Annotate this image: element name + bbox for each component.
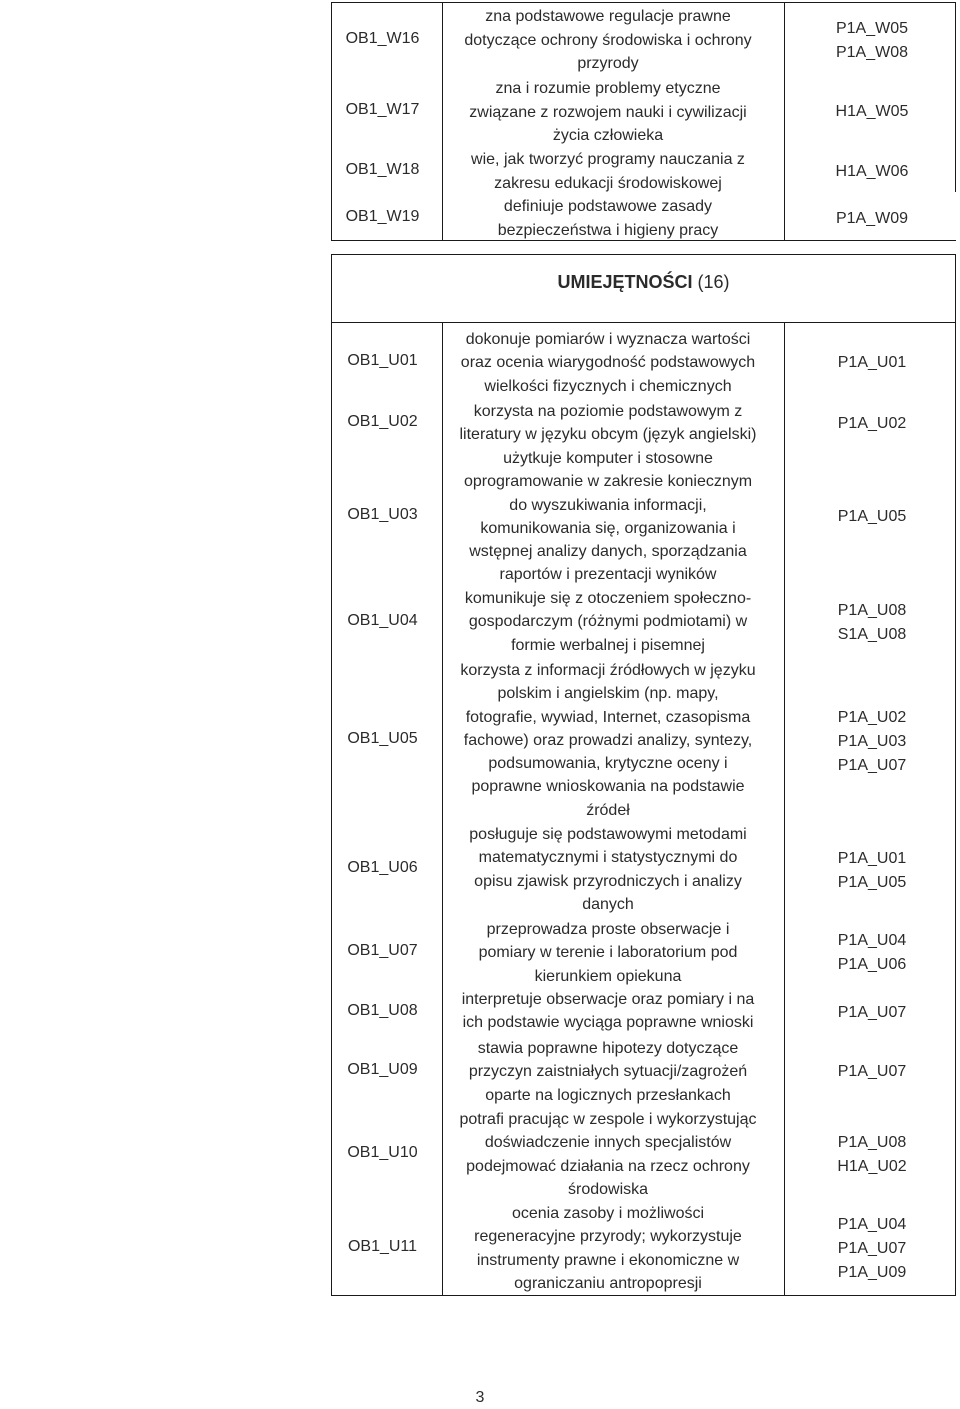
description-line: zna podstawowe regulacje prawne <box>485 8 731 25</box>
outcome-code: OB1_W16 <box>345 30 420 47</box>
outcome-description <box>438 587 778 657</box>
description-line: fotografie, wywiad, Internet, czasopisma <box>465 708 751 726</box>
description-line: polskim i angielskim (np. mapy, <box>497 685 719 703</box>
outcome-code: OB1_W19 <box>345 208 420 225</box>
reference-codes <box>788 412 956 436</box>
outcome-description <box>438 1037 778 1107</box>
description-line: danych <box>582 895 634 913</box>
reference-codes <box>788 207 956 231</box>
outcome-description <box>438 400 778 447</box>
description-line: środowiska <box>567 1180 649 1198</box>
outcome-description <box>438 148 778 195</box>
description-line: pomiary w terenie i laboratorium pod <box>478 944 738 962</box>
reference-code: P1A_U01 <box>837 354 907 371</box>
reference-codes <box>788 1060 956 1084</box>
table-rule-col2 <box>784 2 785 241</box>
outcome-code: OB1_U08 <box>347 1002 418 1019</box>
table-rule-top <box>331 2 956 3</box>
description-line: zna i rozumie problemy etyczne <box>495 80 721 97</box>
description-line: dotyczące ochrony środowiska i ochrony <box>464 31 752 49</box>
reference-code: H1A_W06 <box>835 163 909 180</box>
outcome-code: OB1_U03 <box>347 506 418 523</box>
description-line: korzysta na poziomie podstawowym z <box>473 403 743 420</box>
reference-codes <box>788 100 956 124</box>
reference-codes <box>788 599 956 647</box>
description-line: gospodarczym (różnymi podmiotami) w <box>468 613 748 631</box>
reference-codes <box>788 17 956 65</box>
outcome-code: OB1_U05 <box>347 730 418 747</box>
table-rule <box>331 254 956 255</box>
reference-code: P1A_U06 <box>837 956 907 973</box>
outcome-description <box>438 328 778 398</box>
reference-code: P1A_U08 <box>837 602 907 619</box>
description-line: matematycznymi i statystycznymi do <box>478 849 738 867</box>
outcome-code: OB1_U10 <box>347 1144 418 1161</box>
description-line: wielkości fizycznych i chemicznych <box>484 377 732 395</box>
outcome-code: OB1_U01 <box>347 352 418 369</box>
section-title-count: (16) <box>692 272 730 292</box>
description-line: zakresu edukacji środowiskowej <box>494 174 722 192</box>
description-line: posługuje się podstawowymi metodami <box>469 826 747 843</box>
reference-code: P1A_U04 <box>837 1216 907 1233</box>
description-line: potrafi pracując w zespole i wykorzystując <box>459 1111 757 1128</box>
outcome-code: OB1_W17 <box>345 101 420 118</box>
reference-codes <box>788 847 956 895</box>
outcome-code: OB1_U02 <box>347 413 418 430</box>
description-line: ograniczaniu antropopresji <box>514 1274 702 1292</box>
section-title-bold: UMIEJĘTNOŚCI <box>557 272 693 292</box>
reference-codes <box>788 706 956 778</box>
reference-code: P1A_U01 <box>837 850 907 867</box>
description-line: ocenia zasoby i możliwości <box>511 1205 705 1222</box>
description-line: komunikuje się z otoczeniem społeczno- <box>464 590 752 607</box>
description-line: podsumowania, krytyczne oceny i <box>488 755 728 773</box>
reference-codes <box>788 505 956 529</box>
description-line: doświadczenie innych specjalistów <box>484 1134 732 1152</box>
reference-codes <box>788 351 956 375</box>
reference-code: P1A_U07 <box>837 1240 907 1257</box>
reference-code: P1A_U02 <box>837 709 907 726</box>
description-line: instrumenty prawne i ekonomiczne w <box>476 1251 740 1269</box>
description-line: użytkuje komputer i stosowne <box>503 450 713 467</box>
description-line: dokonuje pomiarów i wyznacza wartości <box>465 331 751 348</box>
reference-codes <box>788 1001 956 1025</box>
reference-code: P1A_U07 <box>837 757 907 774</box>
description-line: korzysta z informacji źródłowych w języku <box>460 662 756 679</box>
reference-code: P1A_U09 <box>837 1264 907 1281</box>
description-line: oparte na logicznych przesłankach <box>485 1086 731 1104</box>
outcome-description <box>438 447 778 587</box>
description-line: definiuje podstawowe zasady <box>503 198 713 215</box>
reference-code: P1A_U02 <box>837 415 907 432</box>
description-line: stawia poprawne hipotezy dotyczące <box>477 1040 739 1057</box>
description-line: literatury w języku obcym (język angielski) <box>459 426 757 444</box>
outcome-description <box>438 823 778 916</box>
description-line: przeprowadza proste obserwacje i <box>486 921 730 938</box>
description-line: przyrody <box>577 55 639 72</box>
outcome-code: OB1_U04 <box>347 612 418 629</box>
description-line: ich podstawie wyciąga poprawne wnioski <box>462 1014 754 1032</box>
description-line: źródeł <box>586 801 630 819</box>
outcome-description <box>438 5 778 76</box>
description-line: wie, jak tworzyć programy nauczania z <box>471 151 745 168</box>
description-line: życia człowieka <box>552 127 664 144</box>
description-line: formie werbalnej i pisemnej <box>511 636 705 654</box>
page-number: 3 <box>475 1389 485 1406</box>
table-rule-left <box>331 254 332 1296</box>
outcome-code: OB1_U09 <box>347 1061 418 1078</box>
description-line: podejmować działania na rzecz ochrony <box>466 1157 750 1175</box>
outcome-description <box>438 659 778 822</box>
reference-codes <box>788 160 956 184</box>
outcome-description <box>438 918 778 988</box>
table-rule <box>331 322 956 323</box>
reference-code: S1A_U08 <box>837 626 907 643</box>
reference-code: P1A_U04 <box>837 932 907 949</box>
reference-code: H1A_U02 <box>837 1158 907 1175</box>
description-line: fachowe) oraz prowadzi analizy, syntezy, <box>463 731 753 749</box>
description-line: opisu zjawisk przyrodniczych i analizy <box>474 872 742 890</box>
description-line: wstępnej analizy danych, sporządzania <box>469 543 747 561</box>
description-line: przyczyn zaistniałych sytuacji/zagrożeń <box>468 1063 748 1081</box>
reference-code: P1A_U05 <box>837 508 907 525</box>
description-line: regeneracyjne przyrody; wykorzystuje <box>474 1228 742 1246</box>
description-line: oraz ocenia wiarygodność podstawowych <box>460 354 756 372</box>
description-line: bezpieczeństwa i higieny pracy <box>497 221 719 239</box>
outcome-code: OB1_U06 <box>347 859 418 876</box>
reference-code: H1A_W05 <box>835 103 909 120</box>
description-line: do wyszukiwania informacji, <box>509 496 707 514</box>
reference-codes <box>788 929 956 977</box>
reference-code: P1A_U08 <box>837 1134 907 1151</box>
reference-code: P1A_U03 <box>837 733 907 750</box>
description-line: raportów i prezentacji wyników <box>499 566 717 584</box>
reference-code: P1A_W08 <box>835 44 909 61</box>
outcome-code: OB1_U11 <box>347 1238 418 1255</box>
reference-code: P1A_U05 <box>837 874 907 891</box>
description-line: oprogramowanie w zakresie koniecznym <box>463 473 753 491</box>
description-line: związane z rozwojem nauki i cywilizacji <box>469 103 747 121</box>
description-line: komunikowania się, organizowania i <box>480 519 736 537</box>
outcome-description <box>438 77 778 148</box>
outcome-description <box>438 1108 778 1201</box>
outcome-code: OB1_U07 <box>347 942 418 959</box>
description-line: poprawne wnioskowania na podstawie <box>471 778 745 796</box>
outcome-description <box>438 1202 778 1295</box>
description-line: kierunkiem opiekuna <box>534 967 682 985</box>
description-line: interpretuje obserwacje oraz pomiary i na <box>461 991 755 1008</box>
table-rule-col2 <box>784 322 785 1296</box>
reference-code: P1A_U07 <box>837 1063 907 1080</box>
outcome-description <box>438 195 778 242</box>
section-title <box>331 272 956 293</box>
reference-codes <box>788 1131 956 1179</box>
reference-code: P1A_W05 <box>835 20 909 37</box>
reference-code: P1A_U07 <box>837 1004 907 1021</box>
outcome-code: OB1_W18 <box>345 161 420 178</box>
outcome-description <box>438 988 778 1035</box>
reference-codes <box>788 1213 956 1285</box>
reference-code: P1A_W09 <box>835 210 909 227</box>
